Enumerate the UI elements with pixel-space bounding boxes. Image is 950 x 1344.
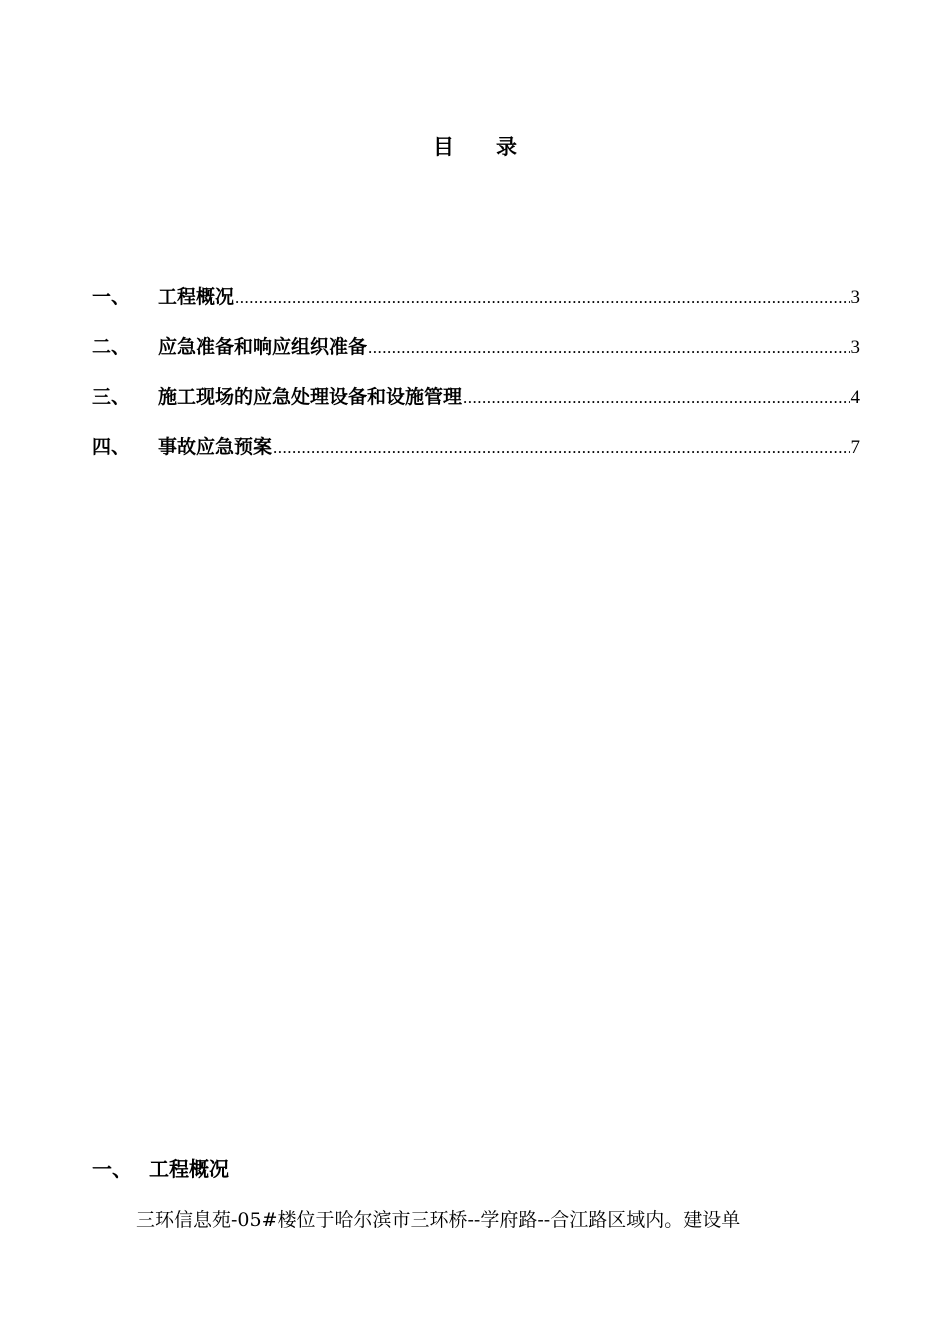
toc-dot-leader xyxy=(368,338,849,358)
toc-entry-page: 7 xyxy=(850,437,860,458)
body-paragraph: 三环信息苑-05#楼位于哈尔滨市三环桥--学府路--合江路区域内。建设单 xyxy=(136,1209,741,1231)
toc-entry-title[interactable]: 工程概况 xyxy=(158,286,235,308)
toc-entry-title[interactable]: 事故应急预案 xyxy=(158,436,273,458)
section-number: 一、 xyxy=(92,1157,132,1181)
toc-entry-number: 二、 xyxy=(92,336,131,358)
toc-entry-title[interactable]: 应急准备和响应组织准备 xyxy=(158,336,368,358)
toc-entry-number: 三、 xyxy=(92,386,131,408)
toc-entry-page: 3 xyxy=(850,337,860,358)
toc-entry[interactable] xyxy=(92,382,860,408)
toc-dot-leader xyxy=(273,438,849,458)
toc-entry-number: 一、 xyxy=(92,286,131,308)
table-of-contents xyxy=(92,282,860,482)
toc-entry-title[interactable]: 施工现场的应急处理设备和设施管理 xyxy=(158,386,463,408)
toc-title-right: 录 xyxy=(496,135,517,159)
section-heading xyxy=(92,1153,229,1182)
section-title: 工程概况 xyxy=(149,1157,229,1181)
toc-title-left: 目 xyxy=(433,135,454,159)
toc-entry[interactable] xyxy=(92,282,860,308)
toc-entry[interactable] xyxy=(92,432,860,458)
toc-entry-page: 4 xyxy=(850,387,860,408)
toc-entry-number: 四、 xyxy=(92,436,131,458)
toc-entry-page: 3 xyxy=(850,287,860,308)
toc-title xyxy=(0,131,950,161)
toc-entry[interactable] xyxy=(92,332,860,358)
toc-dot-leader xyxy=(463,388,849,408)
toc-dot-leader xyxy=(235,288,849,308)
